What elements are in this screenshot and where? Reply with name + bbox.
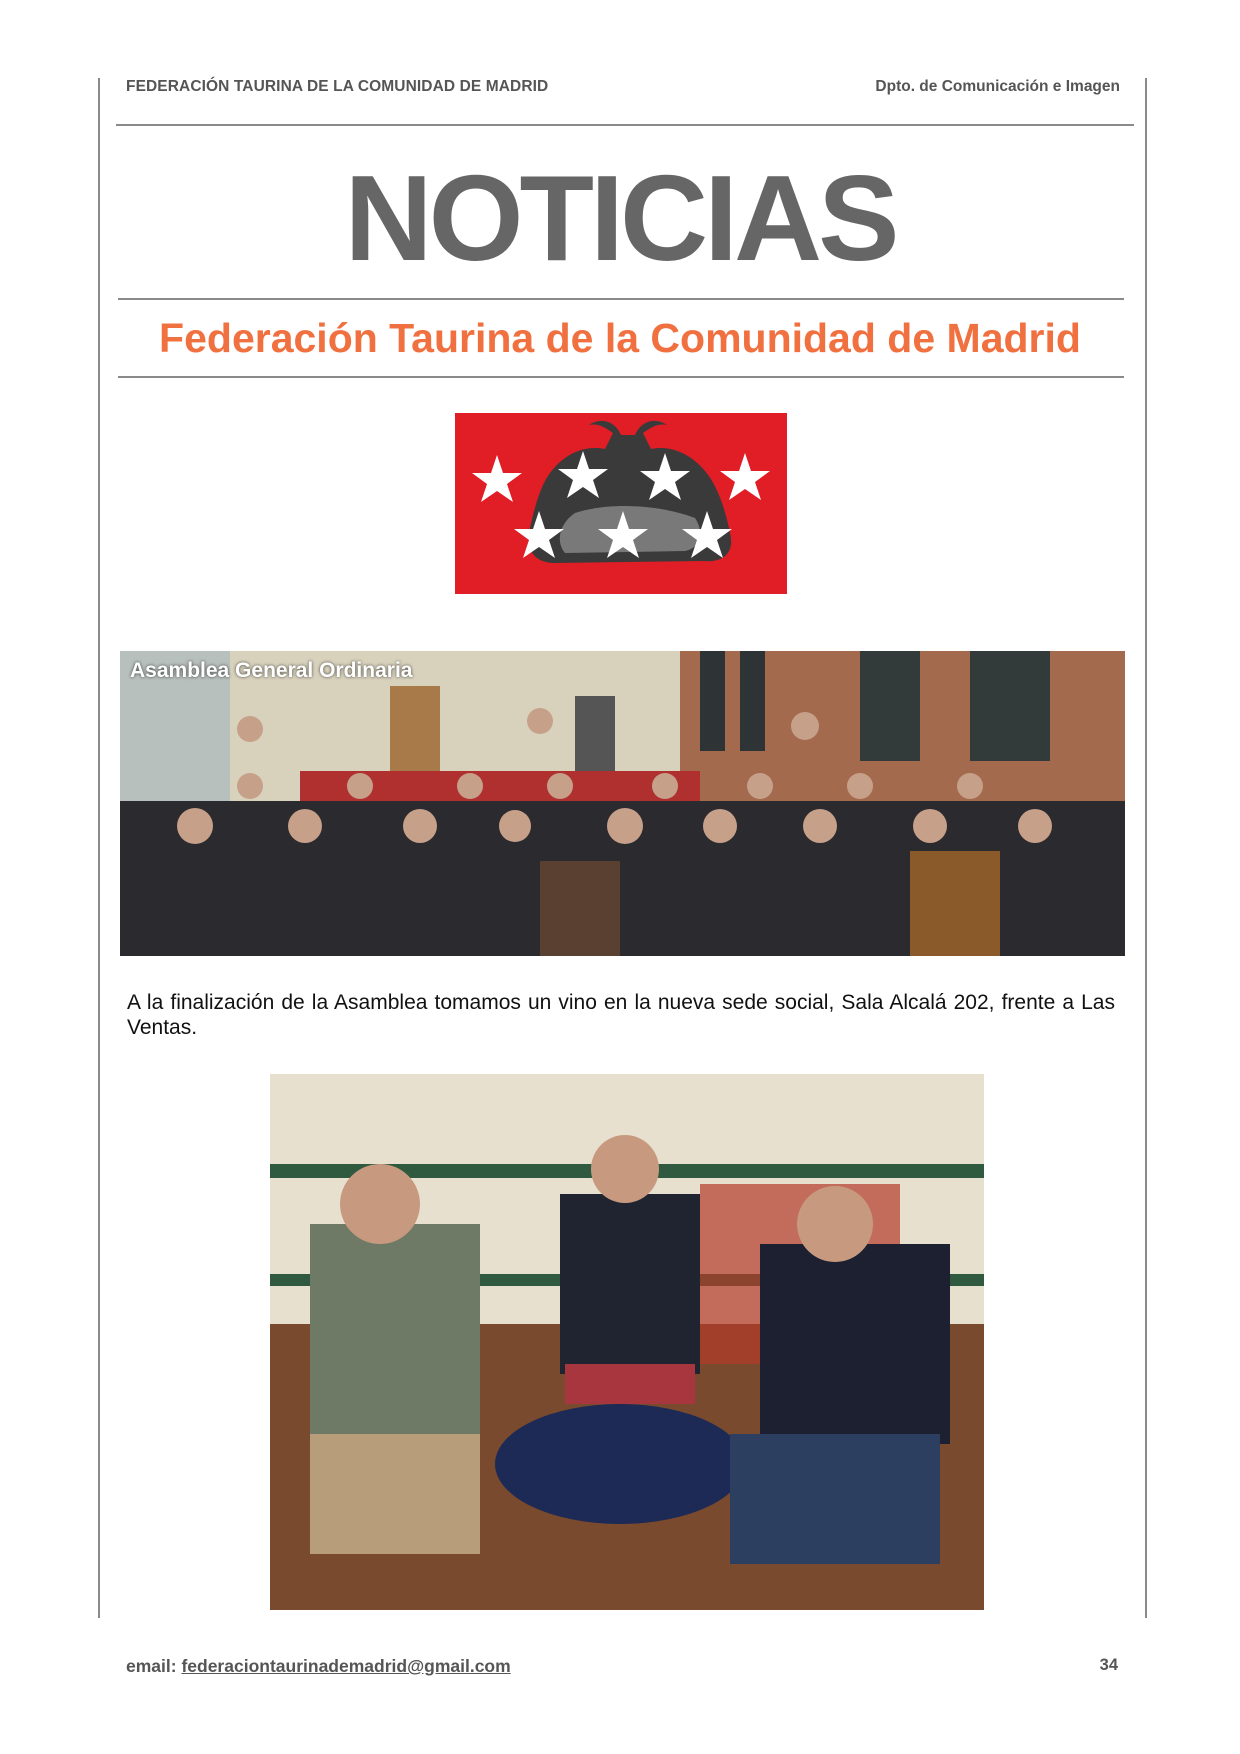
assembly-group-photo — [120, 651, 1125, 956]
footer-contact — [126, 1656, 511, 1677]
page-title: NOTICIAS — [344, 150, 896, 286]
header-organization: FEDERACIÓN TAURINA DE LA COMUNIDAD DE MADRID — [126, 78, 549, 95]
header-department: Dpto. de Comunicación e Imagen — [875, 78, 1120, 95]
header-divider — [116, 124, 1134, 126]
email-label: email: — [126, 1656, 177, 1676]
federation-logo — [455, 413, 787, 594]
subtitle-bottom-divider — [118, 376, 1124, 378]
subtitle-top-divider — [118, 298, 1124, 300]
right-margin-line — [1145, 78, 1147, 1618]
wine-gathering-photo — [270, 1074, 984, 1610]
email-link[interactable]: federaciontaurinademadrid@gmail.com — [181, 1656, 511, 1676]
left-margin-line — [98, 78, 100, 1618]
page-number: 34 — [1099, 1656, 1118, 1674]
article-paragraph: A la finalización de la Asamblea tomamos un vino en la nueva sede social, Sala Alcalá 202, frente a Las Ventas. — [127, 991, 1115, 1039]
page-subtitle: Federación Taurina de la Comunidad de Madrid — [159, 315, 1081, 361]
photo-caption: Asamblea General Ordinaria — [130, 659, 413, 682]
